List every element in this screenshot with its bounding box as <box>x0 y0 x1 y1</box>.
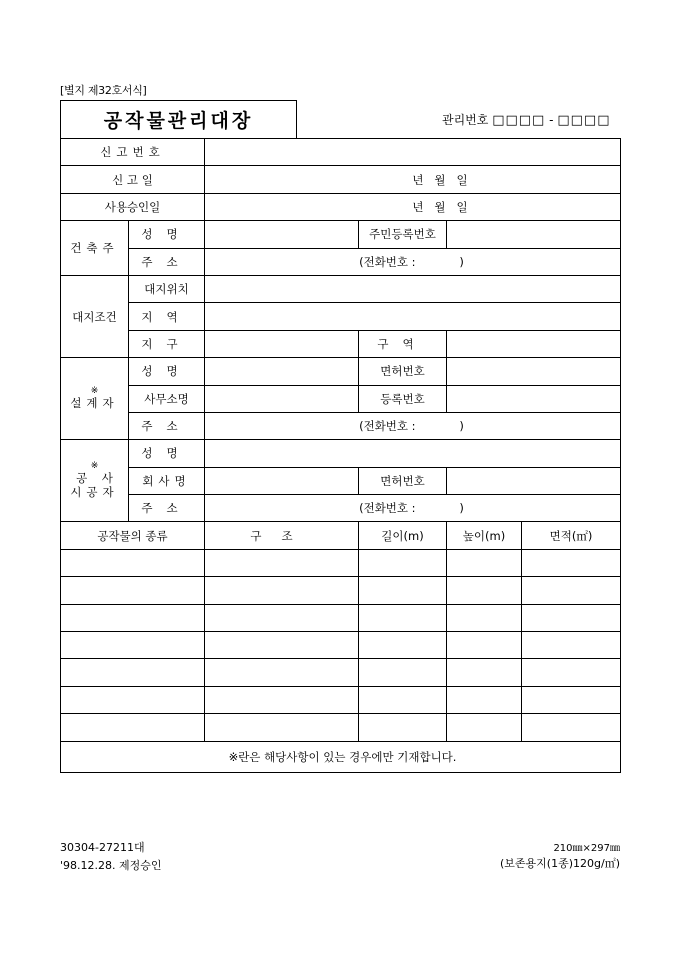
cell-height[interactable] <box>447 632 522 659</box>
site-area-label: 지역 <box>129 303 205 330</box>
management-number <box>442 111 610 128</box>
site-area-row <box>61 303 621 330</box>
table-row <box>61 714 621 741</box>
site-district-row <box>61 330 621 357</box>
site-section-label: 대지조건 <box>61 275 129 357</box>
owner-address-field[interactable] <box>205 248 621 275</box>
table-row <box>61 604 621 631</box>
site-location-label: 대지위치 <box>129 275 205 302</box>
use-approval-row <box>61 193 621 220</box>
cell-structure[interactable] <box>205 714 359 741</box>
management-number-boxes-1[interactable]: □□□□ <box>492 113 546 128</box>
cell-type[interactable] <box>61 659 205 686</box>
paper-size: 210㎜×297㎜ <box>553 843 620 854</box>
col-header-type: 공작물의 종류 <box>61 522 205 549</box>
approval-date: '98.12.28. 제정승인 <box>60 859 162 872</box>
designer-office-label: 사무소명 <box>129 385 205 412</box>
report-number-row <box>61 139 621 166</box>
management-number-dash: - <box>549 113 554 127</box>
footnote: ※란은 해당사항이 있는 경우에만 기재합니다. <box>61 741 621 772</box>
paper-spec: (보존용지(1종)120g/㎡) <box>500 857 620 870</box>
contractor-section-label: ※ 공 사 시공자 <box>61 440 129 522</box>
cell-structure[interactable] <box>205 577 359 604</box>
cell-type[interactable] <box>61 577 205 604</box>
designer-license-label: 면허번호 <box>359 358 447 385</box>
site-zone-field[interactable] <box>447 330 621 357</box>
cell-area[interactable] <box>522 659 621 686</box>
contractor-name-row <box>61 440 621 467</box>
contractor-company-row <box>61 467 621 494</box>
designer-reg-label: 등록번호 <box>359 385 447 412</box>
cell-type[interactable] <box>61 714 205 741</box>
designer-phone: (전화번호 : ) <box>359 419 464 434</box>
cell-area[interactable] <box>522 549 621 576</box>
cell-structure[interactable] <box>205 686 359 713</box>
cell-length[interactable] <box>359 604 447 631</box>
cell-type[interactable] <box>61 632 205 659</box>
cell-height[interactable] <box>447 577 522 604</box>
management-number-boxes-2[interactable]: □□□□ <box>557 113 611 128</box>
owner-phone: (전화번호 : ) <box>359 254 464 269</box>
table-row <box>61 577 621 604</box>
contractor-name-label: 성명 <box>129 440 205 467</box>
site-location-row <box>61 275 621 302</box>
owner-section-label: 건축주 <box>61 221 129 276</box>
owner-address-label: 주소 <box>129 248 205 275</box>
col-header-structure: 구조 <box>205 522 359 549</box>
form-code: 30304-27211대 <box>60 841 145 854</box>
cell-height[interactable] <box>447 686 522 713</box>
contractor-address-field[interactable] <box>205 495 621 522</box>
contractor-address-row <box>61 495 621 522</box>
site-district-field[interactable] <box>205 330 359 357</box>
registry-table <box>60 138 621 773</box>
report-date-row <box>61 166 621 193</box>
cell-area[interactable] <box>522 604 621 631</box>
cell-length[interactable] <box>359 632 447 659</box>
owner-name-label: 성명 <box>129 221 205 248</box>
designer-address-row <box>61 412 621 439</box>
cell-length[interactable] <box>359 577 447 604</box>
cell-type[interactable] <box>61 549 205 576</box>
designer-name-label: 성명 <box>129 358 205 385</box>
optional-mark: ※ <box>90 461 99 472</box>
site-district-label: 지구 <box>129 330 205 357</box>
cell-height[interactable] <box>447 714 522 741</box>
designer-address-field[interactable] <box>205 412 621 439</box>
col-header-height: 높이(m) <box>447 522 522 549</box>
form-title: 공작물관리대장 <box>60 100 297 138</box>
owner-address-row <box>61 248 621 275</box>
designer-office-row <box>61 385 621 412</box>
designer-name-field[interactable] <box>205 358 359 385</box>
col-header-area: 면적(㎡) <box>522 522 621 549</box>
owner-id-field[interactable] <box>447 221 621 248</box>
cell-area[interactable] <box>522 632 621 659</box>
cell-type[interactable] <box>61 604 205 631</box>
contractor-company-field[interactable] <box>205 467 359 494</box>
contractor-company-label: 회사명 <box>129 467 205 494</box>
cell-length[interactable] <box>359 686 447 713</box>
cell-area[interactable] <box>522 686 621 713</box>
contractor-address-label: 주소 <box>129 495 205 522</box>
optional-mark: ※ <box>90 386 99 397</box>
cell-area[interactable] <box>522 714 621 741</box>
note-row <box>61 741 621 772</box>
table-row <box>61 549 621 576</box>
cell-structure[interactable] <box>205 604 359 631</box>
cell-length[interactable] <box>359 549 447 576</box>
contractor-license-field[interactable] <box>447 467 621 494</box>
report-date-label: 신 고 일 <box>61 166 205 193</box>
designer-office-field[interactable] <box>205 385 359 412</box>
designer-address-label: 주소 <box>129 412 205 439</box>
cell-length[interactable] <box>359 659 447 686</box>
designer-reg-field[interactable] <box>447 385 621 412</box>
site-location-field[interactable] <box>205 275 621 302</box>
cell-area[interactable] <box>522 577 621 604</box>
use-approval-label: 사용승인일 <box>61 193 205 220</box>
col-header-length: 길이(m) <box>359 522 447 549</box>
cell-length[interactable] <box>359 714 447 741</box>
owner-name-row <box>61 221 621 248</box>
cell-height[interactable] <box>447 549 522 576</box>
cell-height[interactable] <box>447 659 522 686</box>
structures-header-row <box>61 522 621 549</box>
table-row <box>61 686 621 713</box>
cell-structure[interactable] <box>205 632 359 659</box>
designer-license-field[interactable] <box>447 358 621 385</box>
cell-height[interactable] <box>447 604 522 631</box>
report-number-label: 신고번호 <box>61 139 205 166</box>
report-date-field[interactable]: 년 월 일 <box>205 166 621 193</box>
form-reference: [별지 제32호서식] <box>60 84 147 97</box>
designer-section-label: ※ 설계자 <box>61 358 129 440</box>
site-area-field[interactable] <box>205 303 621 330</box>
report-number-field[interactable] <box>205 139 621 166</box>
management-number-label: 관리번호 <box>442 113 489 127</box>
cell-structure[interactable] <box>205 549 359 576</box>
designer-name-row <box>61 358 621 385</box>
owner-name-field[interactable] <box>205 221 359 248</box>
contractor-name-field[interactable] <box>205 440 621 467</box>
table-row <box>61 659 621 686</box>
table-row <box>61 632 621 659</box>
contractor-license-label: 면허번호 <box>359 467 447 494</box>
site-zone-label: 구역 <box>359 330 447 357</box>
contractor-phone: (전화번호 : ) <box>359 501 464 516</box>
owner-id-label: 주민등록번호 <box>359 221 447 248</box>
cell-type[interactable] <box>61 686 205 713</box>
use-approval-field[interactable]: 년 월 일 <box>205 193 621 220</box>
cell-structure[interactable] <box>205 659 359 686</box>
